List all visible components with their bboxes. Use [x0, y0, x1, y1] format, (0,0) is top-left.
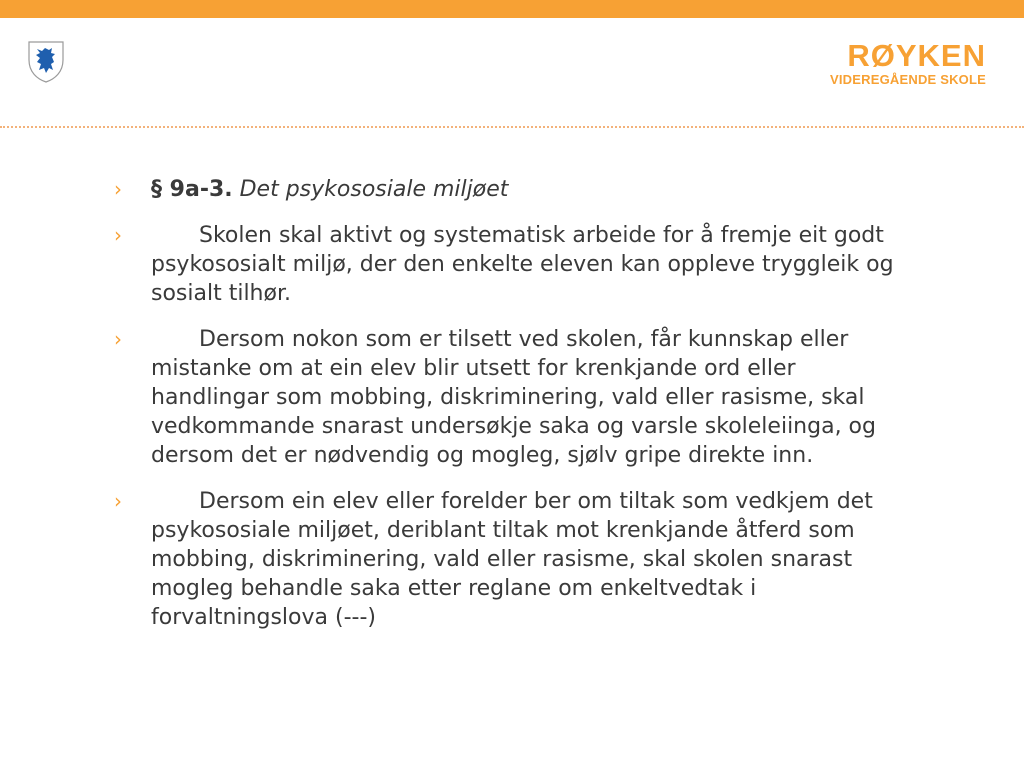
brand-subtitle: VIDEREGÅENDE SKOLE: [829, 72, 986, 87]
brand-name: RØYKEN: [847, 38, 986, 73]
section-title: Det psykososiale miljøet: [239, 177, 509, 202]
top-accent-bar: [0, 0, 1024, 18]
section-number: § 9a-3.: [151, 177, 233, 202]
bullet-paragraph: [114, 487, 914, 632]
bullet-heading: [114, 175, 914, 204]
coat-of-arms-icon: [27, 40, 65, 84]
bullet-marker: ›: [114, 489, 122, 513]
school-logo: [830, 40, 986, 88]
bullet-marker: ›: [114, 327, 122, 351]
bullet-marker: ›: [114, 223, 122, 247]
paragraph-text: Dersom ein elev eller forelder ber om tiltak som vedkjem det psykososiale miljøet, deriblant tiltak mot krenkjande åtferd som mobbing, diskriminering, vald eller rasisme, skal skolen snarast mogleg behandle saka etter reglane om enkeltvedtak i forvaltningslova (---): [151, 489, 873, 630]
slide-body: [114, 175, 914, 649]
header-divider: [0, 126, 1024, 128]
bullet-paragraph: [114, 325, 914, 470]
bullet-marker: ›: [114, 177, 122, 201]
bullet-paragraph: [114, 221, 914, 308]
crest-svg: [27, 40, 65, 84]
paragraph-text: Dersom nokon som er tilsett ved skolen, får kunnskap eller mistanke om at ein elev blir utsett for krenkjande ord eller handlingar som mobbing, diskriminering, vald eller rasisme, skal vedkommande snarast undersøkje saka og varsle skoleleiinga, og dersom det er nødvendig og mogleg, sjølv gripe direkte inn.: [151, 327, 876, 468]
paragraph-text: Skolen skal aktivt og systematisk arbeide for å fremje eit godt psykososialt miljø, der den enkelte eleven kan oppleve tryggleik og sosialt tilhør.: [151, 223, 894, 306]
